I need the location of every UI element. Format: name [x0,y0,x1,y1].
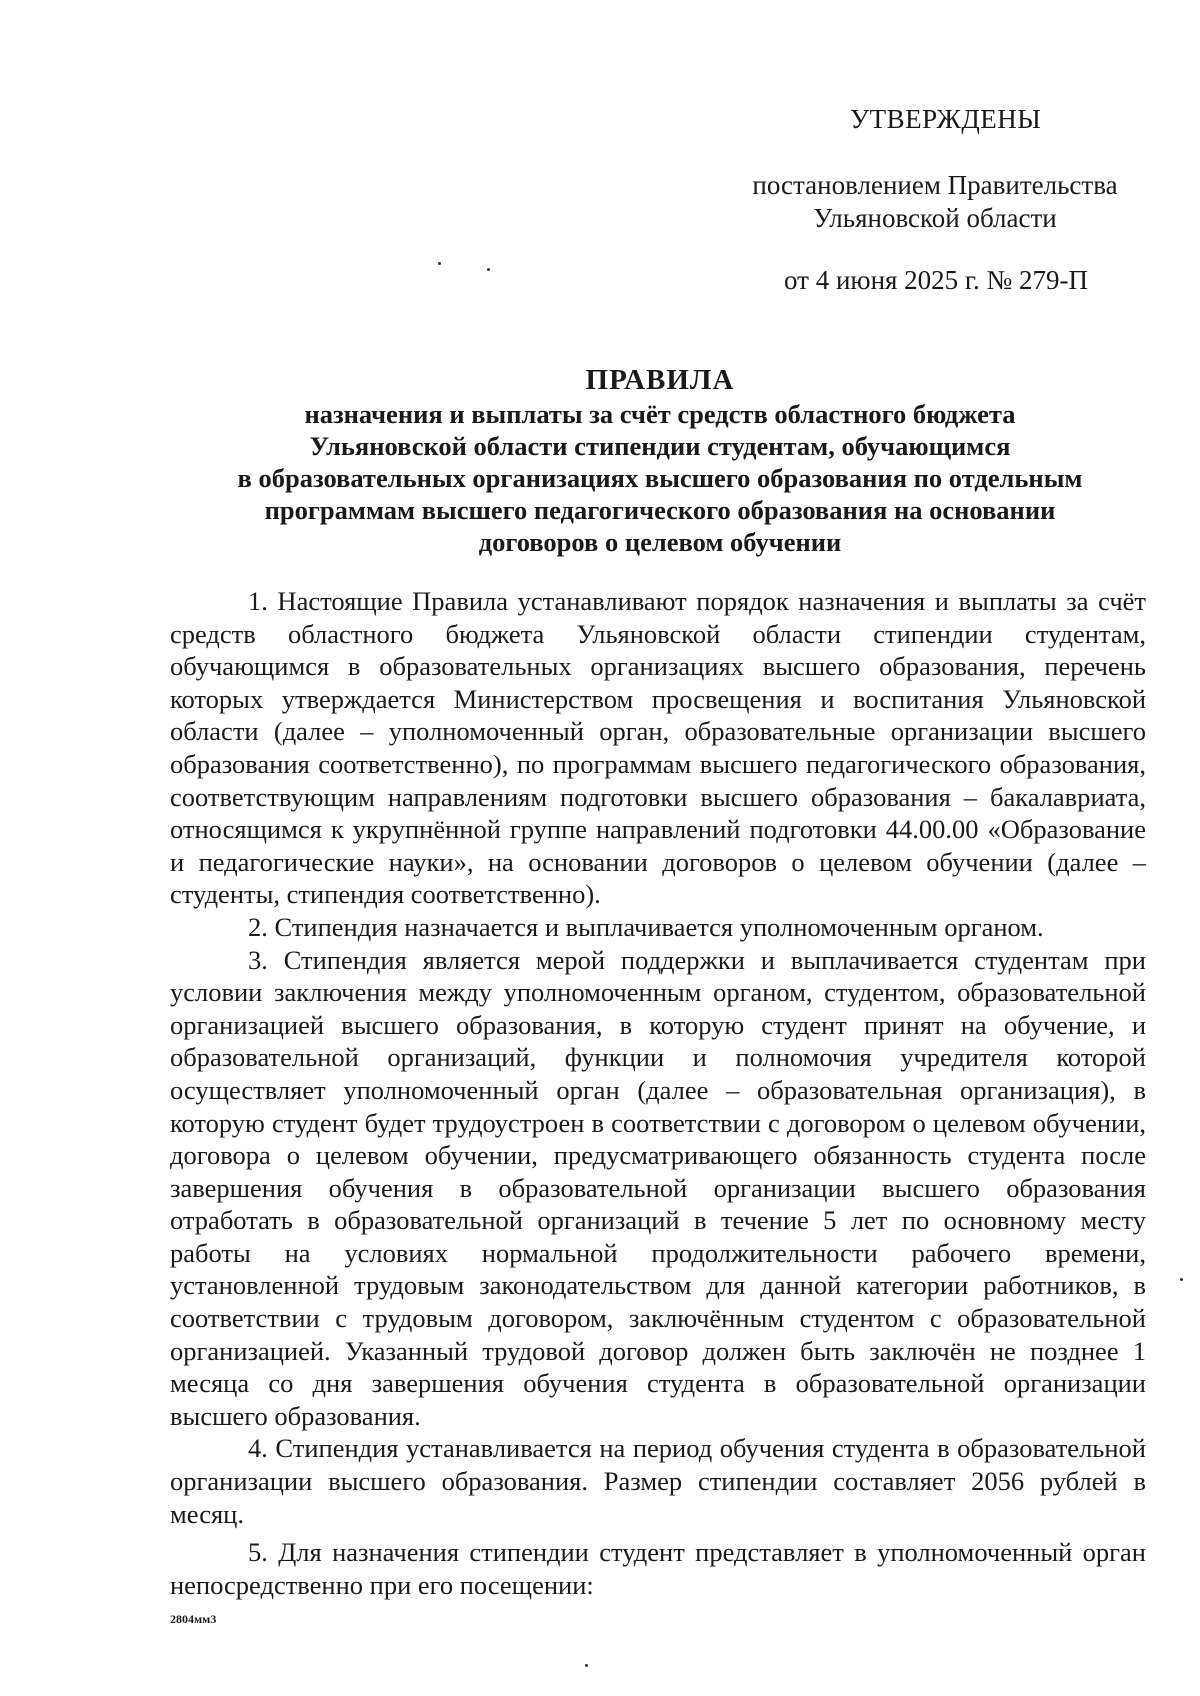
scan-artifact [438,262,441,265]
approval-date-number: от 4 июня 2025 г. № 279-П [784,265,1088,295]
paragraph-1: 1. Настоящие Правила устанавливают порядок назначения и выплаты за счёт средств областного бюджета Ульяновской области стипендии студентам, обучающимся в образовательных организациях высшего образования, перечень которых утверждается Министерством просвещения и воспитания Ульяновской области (далее – уполномоченный орган, образовательные организации высшего образования соответственно), по программам высшего педагогического образования, соответствующим направлениям подготовки высшего образования – бакалавриата, относящимся к укрупнённой группе направлений подготовки 44.00.00 «Образование и педагогические науки», на основании договоров о целевом обучении (далее – студенты, стипендия соответственно). [170,586,1146,910]
scan-artifact [585,1664,588,1667]
subtitle-line: в образовательных организациях высшего образования по отдельным [237,463,1083,493]
approval-region: Ульяновской области [813,203,1057,233]
subtitle-line: Ульяновской области стипендии студентам, обучающимся [309,431,1011,461]
document-subtitle [170,398,1150,558]
paragraph-3: 3. Стипендия является мерой поддержки и выплачивается студентам при условии заключения между уполномоченным органом, студентом, образовательной организацией высшего образования, в которую студент принят на обучение, и образовательной организаций, функции и полномочия учредителя которой осуществляет уполномоченный орган (далее – образовательная организация), в которую студент будет трудоустроен в соответствии с договором о целевом обучении, договора о целевом обучении, предусматривающего обязанность студента после завершения обучения в образовательной организации высшего образования отработать в образовательной организаций в течение 5 лет по основному месту работы на условиях нормальной продолжительности рабочего времени, установленной трудовым законодательством для данной категории работников, в соответствии с трудовым договором, заключённым студентом с образовательной организацией. Указанный трудовой договор должен быть заключён не позднее 1 месяца со дня завершения обучения студента в образовательной организации высшего образования. [170,944,1146,1431]
paragraph-4: 4. Стипендия устанавливается на период обучения студента в образовательной организации высшего образования. Размер стипендии составляет 2056 рублей в месяц. [170,1433,1146,1529]
scan-artifact [487,268,490,271]
subtitle-line: программам высшего педагогического образования на основании [264,495,1056,525]
scan-artifact [1180,1278,1183,1281]
footer-code: 2804мм3 [170,1612,217,1626]
document-title: ПРАВИЛА [585,364,735,396]
paragraph-5: 5. Для назначения стипендии студент представляет в уполномоченный орган непосредственно при его посещении: [170,1537,1146,1600]
paragraph-2: 2. Стипендия назначается и выплачивается уполномоченным органом. [248,911,1044,942]
subtitle-line: назначения и выплаты за счёт средств областного бюджета [304,399,1016,429]
approval-authority: постановлением Правительства [752,170,1118,200]
approval-stamp-title: УТВЕРЖДЕНЫ [850,104,1042,134]
subtitle-line: договоров о целевом обучении [478,527,842,557]
document-body [170,585,1146,1601]
